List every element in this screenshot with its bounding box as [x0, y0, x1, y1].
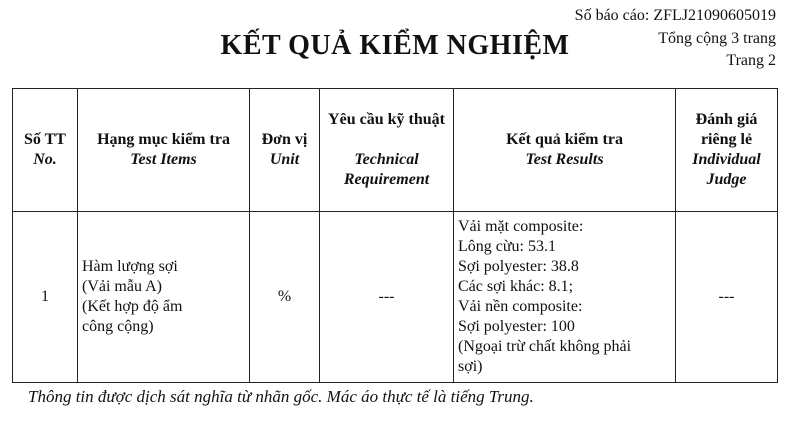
header-test-results-en: Test Results	[525, 151, 604, 168]
header-judge-en: Individual Judge	[692, 151, 761, 188]
header-test-items-en: Test Items	[130, 151, 197, 168]
row-test-results	[454, 212, 676, 383]
page-number: Trang 2	[726, 52, 776, 69]
header-unit	[250, 89, 320, 212]
header-no	[13, 89, 78, 212]
page-title: KẾT QUẢ KIỂM NGHIỆM	[220, 30, 570, 61]
table-row	[13, 212, 778, 383]
result-line: Sợi polyester: 38.8	[458, 258, 579, 275]
header-unit-en: Unit	[269, 151, 300, 168]
row-requirement: ---	[320, 212, 454, 383]
header-test-items-vn: Hạng mục kiểm tra	[97, 131, 230, 148]
header-unit-vn: Đơn vị	[261, 131, 308, 148]
row-test-item	[78, 212, 250, 383]
result-line: Sợi polyester: 100	[458, 318, 575, 335]
results-table	[12, 88, 778, 383]
result-line: Lông cừu: 53.1	[458, 238, 556, 255]
header-no-vn: Số TT	[24, 131, 66, 148]
header-requirement-vn: Yêu cầu kỹ thuật	[328, 111, 445, 128]
header-requirement-en: Technical Requirement	[343, 151, 430, 188]
report-number: Số báo cáo: ZFLJ21090605019	[574, 7, 776, 24]
row-judge: ---	[676, 212, 778, 383]
header-test-results-vn: Kết quả kiểm tra	[506, 131, 623, 148]
result-line: sợi)	[458, 358, 483, 375]
test-item-line: Hàm lượng sợi	[82, 258, 178, 275]
table-header-row	[13, 89, 778, 212]
translation-footnote: Thông tin được dịch sát nghĩa từ nhãn gốc. Mác áo thực tế là tiếng Trung.	[28, 387, 534, 406]
test-item-line: (Vải mẫu A)	[82, 278, 162, 295]
header-judge	[676, 89, 778, 212]
header-no-en: No.	[33, 151, 57, 168]
result-line: (Ngoại trừ chất không phải	[458, 338, 632, 355]
row-no: 1	[13, 212, 78, 383]
result-line: Vải nền composite:	[458, 298, 583, 315]
header-judge-vn: Đánh giá riêng lẻ	[695, 111, 758, 148]
test-item-line: (Kết hợp độ ẩm	[82, 298, 183, 315]
header-requirement	[320, 89, 454, 212]
total-pages: Tổng cộng 3 trang	[658, 30, 776, 47]
header-test-results	[454, 89, 676, 212]
result-line: Các sợi khác: 8.1;	[458, 278, 574, 295]
result-line: Vải mặt composite:	[458, 218, 584, 235]
row-unit: %	[250, 212, 320, 383]
test-item-line: công cộng)	[82, 318, 154, 335]
header-test-items	[78, 89, 250, 212]
